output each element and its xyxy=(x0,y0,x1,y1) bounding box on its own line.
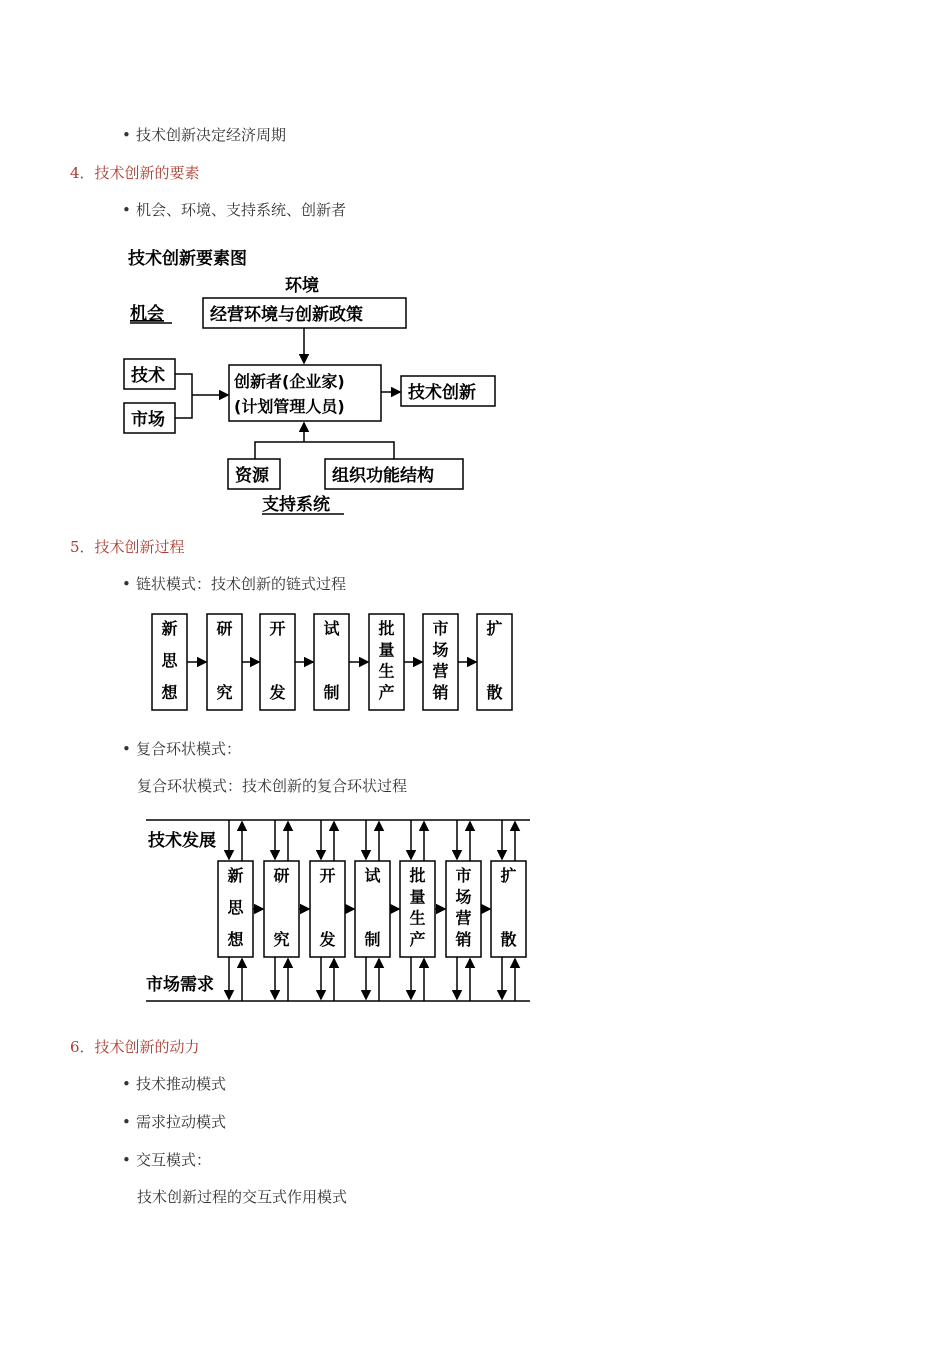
bullet-dot: • xyxy=(122,1113,131,1131)
chain-stage-char: 产 xyxy=(378,683,395,702)
ring-stage-char: 销 xyxy=(455,930,472,949)
chain-stage-char: 研 xyxy=(216,619,233,638)
tech-market-bracket xyxy=(175,374,192,418)
bullet-text: 技术推动模式 xyxy=(136,1075,227,1093)
ring-stage-char: 扩 xyxy=(500,866,517,885)
market-box-text: 市场 xyxy=(131,410,165,430)
tech-box-text: 技术 xyxy=(131,366,165,386)
chain-stage-char: 散 xyxy=(486,683,503,702)
bullet-text: 交互模式： xyxy=(136,1151,212,1169)
diagram1-support-label: 支持系统 xyxy=(262,495,330,515)
bullet-text: 链状模式：技术创新的链式过程 xyxy=(136,575,347,593)
chain-stage-char: 量 xyxy=(378,640,395,660)
chain-model-diagram xyxy=(152,614,512,710)
ring-stage-char: 场 xyxy=(455,887,472,907)
innovation-elements-diagram xyxy=(124,248,495,515)
bullet-text: 机会、环境、支持系统、创新者 xyxy=(136,201,347,219)
chain-stage-char: 营 xyxy=(432,661,449,681)
chain-stage-char: 场 xyxy=(432,640,449,660)
bullet-text: 需求拉动模式 xyxy=(136,1113,227,1131)
ring-stage-char: 新 xyxy=(227,866,244,885)
chain-stage-char: 究 xyxy=(216,683,233,702)
ring-stage-char: 散 xyxy=(500,930,517,949)
innovator-line1: 创新者(企业家) xyxy=(234,372,345,391)
chain-stage-char: 试 xyxy=(323,619,340,638)
compound-model-caption: 复合环状模式：技术创新的复合环状过程 xyxy=(137,777,408,795)
ring-stage-char: 量 xyxy=(409,887,426,907)
ring-stage-char: 试 xyxy=(364,866,381,885)
interactive-model-caption: 技术创新过程的交互式作用模式 xyxy=(137,1188,348,1206)
chain-stage-char: 生 xyxy=(378,661,395,681)
chain-stage-char: 新 xyxy=(161,619,178,638)
section-heading-4: 4．技术创新的要素 xyxy=(70,164,200,182)
chain-stage-char: 思 xyxy=(161,651,178,670)
chain-stage-char: 发 xyxy=(269,683,286,702)
bullet-text: 技术创新决定经济周期 xyxy=(136,126,287,144)
market-demand-label: 市场需求 xyxy=(146,975,214,995)
bullet-dot: • xyxy=(122,1151,131,1169)
bullet-dot: • xyxy=(122,1075,131,1093)
bullet-dot: • xyxy=(122,740,131,758)
output-box-text: 技术创新 xyxy=(408,383,476,403)
ring-stage-char: 产 xyxy=(409,930,426,949)
ring-stage-char: 想 xyxy=(227,930,244,949)
tech-development-label: 技术发展 xyxy=(148,831,216,851)
resources-box-text: 资源 xyxy=(235,466,269,486)
org-box-text: 组织功能结构 xyxy=(332,466,434,486)
diagram1-env-label: 环境 xyxy=(285,276,319,296)
chain-stage-char: 批 xyxy=(378,619,395,638)
ring-stage-char: 思 xyxy=(227,898,244,917)
chain-stage-char: 制 xyxy=(323,683,340,702)
diagram1-title: 技术创新要素图 xyxy=(128,249,247,269)
diagram1-opportunity-label: 机会 xyxy=(130,304,164,324)
chain-stage-char: 销 xyxy=(432,683,449,702)
ring-stage-char: 制 xyxy=(364,930,381,949)
env-box-text: 经营环境与创新政策 xyxy=(210,305,363,325)
ring-stage-char: 市 xyxy=(455,866,472,885)
support-bracket xyxy=(255,442,394,459)
chain-stage-char: 想 xyxy=(161,683,178,702)
ring-stage-char: 究 xyxy=(273,930,290,949)
section-heading-5: 5．技术创新过程 xyxy=(70,538,185,556)
bullet-dot: • xyxy=(122,575,131,593)
innovator-line2: (计划管理人员) xyxy=(234,397,345,416)
section-heading-6: 6．技术创新的动力 xyxy=(70,1038,200,1056)
ring-stage-char: 研 xyxy=(273,866,290,885)
compound-ring-diagram xyxy=(146,820,530,1001)
chain-stage-char: 开 xyxy=(269,619,286,638)
chain-stage-char: 市 xyxy=(432,619,449,638)
bullet-dot: • xyxy=(122,126,131,144)
ring-stage-char: 营 xyxy=(455,908,472,928)
ring-stage-char: 生 xyxy=(409,908,426,928)
bullet-dot: • xyxy=(122,201,131,219)
ring-stage-char: 开 xyxy=(319,866,336,885)
bullet-text: 复合环状模式： xyxy=(136,740,242,758)
chain-stage-char: 扩 xyxy=(486,619,503,638)
ring-stage-char: 批 xyxy=(409,866,426,885)
ring-stage-char: 发 xyxy=(319,930,336,949)
